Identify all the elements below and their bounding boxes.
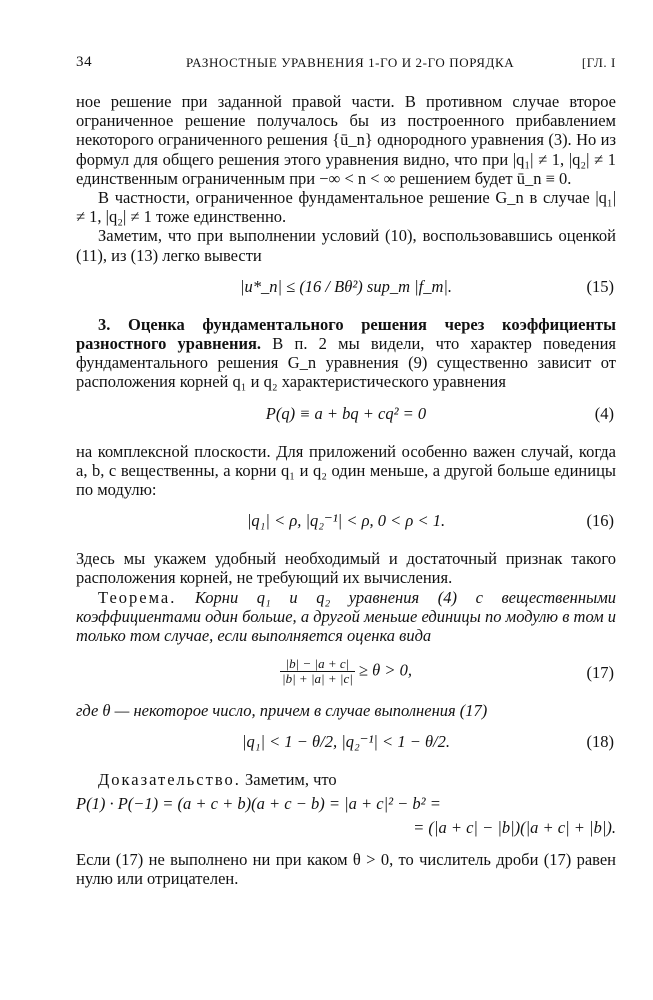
section-paragraph <box>76 315 616 392</box>
running-header <box>76 54 616 76</box>
formula-line: P(1) · P(−1) = (a + c + b)(a + c − b) = |a + c|² − b² = <box>76 793 441 813</box>
formula-expression: |q₁| < ρ, |q₂⁻¹| < ρ, 0 < ρ < 1. <box>246 511 446 531</box>
fraction-denominator: |b| + |a| + |c| <box>282 671 353 687</box>
equation-number: (15) <box>586 276 614 296</box>
chapter-marker: [ГЛ. I <box>581 55 616 70</box>
theorem-label: Теорема. <box>98 587 177 607</box>
paragraph: Заметим, что при выполнении условий (10), воспользовавшись оценкой (11), из (13) легко вывести <box>76 226 616 265</box>
formula-17 <box>76 651 616 693</box>
formula-expression: |q₁| < 1 − θ/2, |q₂⁻¹| < 1 − θ/2. <box>241 732 451 752</box>
page-body <box>76 92 616 888</box>
equation-number: (17) <box>586 663 614 683</box>
running-title: РАЗНОСТНЫЕ УРАВНЕНИЯ 1-ГО И 2-ГО ПОРЯДКА <box>186 55 515 70</box>
fraction <box>280 657 355 686</box>
paragraph: ное решение при заданной правой части. В противном случае второе ограниченное решение получалось бы из построенного прибавлением некоторого ограниченного решения {ū_n} однородного уравнения (3). Но из формул для общего решения этого уравнения видно, что при |q₁| ≠ 1, |q₂| ≠ 1 единственным ограниченным при −∞ < n < ∞ решением будет ū_n ≡ 0. <box>76 92 616 188</box>
formula-expression <box>76 657 616 686</box>
formula-16 <box>76 505 616 541</box>
paragraph: на комплексной плоскости. Для приложений особенно важен случай, когда a, b, c вещественны, а корни q₁ и q₂ один меньше, а другой больше единицы по модулю: <box>76 441 616 500</box>
paragraph: В частности, ограниченное фундаментальное решение G_n в случае |q₁| ≠ 1, |q₂| ≠ 1 тоже единственно. <box>76 188 616 227</box>
proof-label: Доказательство. <box>98 770 241 790</box>
formula-proof <box>76 794 616 840</box>
formula-18 <box>76 726 616 762</box>
proof <box>76 770 616 789</box>
section-heading: 3. Оценка фундаментального решения через коэффициенты разностного уравнения. <box>76 314 616 354</box>
equation-number: (18) <box>586 732 614 752</box>
section-text: В п. 2 мы видели, что характер поведения фундаментального решения G_n уравнения (9) существенно зависит от расположения корней q₁ и q₂ характеристического уравнения <box>76 334 616 392</box>
page-number: 34 <box>76 54 93 70</box>
formula-15 <box>76 271 616 307</box>
proof-text: Заметим, что <box>240 770 337 790</box>
formula-4 <box>76 398 616 434</box>
formula-expression: P(q) ≡ a + bq + cq² = 0 <box>265 403 427 423</box>
theorem-body: Корни q₁ и q₂ уравнения (4) с вещественными коэффициентами один больше, а другой меньше единицы по модулю в том и только том случае, если выполняется оценка вида <box>76 587 616 646</box>
paragraph: Здесь мы укажем удобный необходимый и достаточный признак такого расположения корней, не требующий их вычисления. <box>76 549 616 588</box>
formula-expression: |u*_n| ≤ (16 / Bθ²) sup_m |f_m|. <box>239 276 453 296</box>
paragraph: где θ — некоторое число, причем в случае выполнения (17) <box>76 701 488 721</box>
equation-number: (4) <box>594 403 614 423</box>
formula-rest: ≥ θ > 0, <box>354 660 412 680</box>
fraction-numerator: |b| − |a + c| <box>280 657 355 672</box>
theorem <box>76 588 616 646</box>
paragraph: Если (17) не выполнено ни при каком θ > 0, то числитель дроби (17) равен нулю или отрицателен. <box>76 849 616 888</box>
equation-number: (16) <box>586 511 614 531</box>
formula-line: = (|a + c| − |b|)(|a + c| + |b|). <box>413 817 616 837</box>
